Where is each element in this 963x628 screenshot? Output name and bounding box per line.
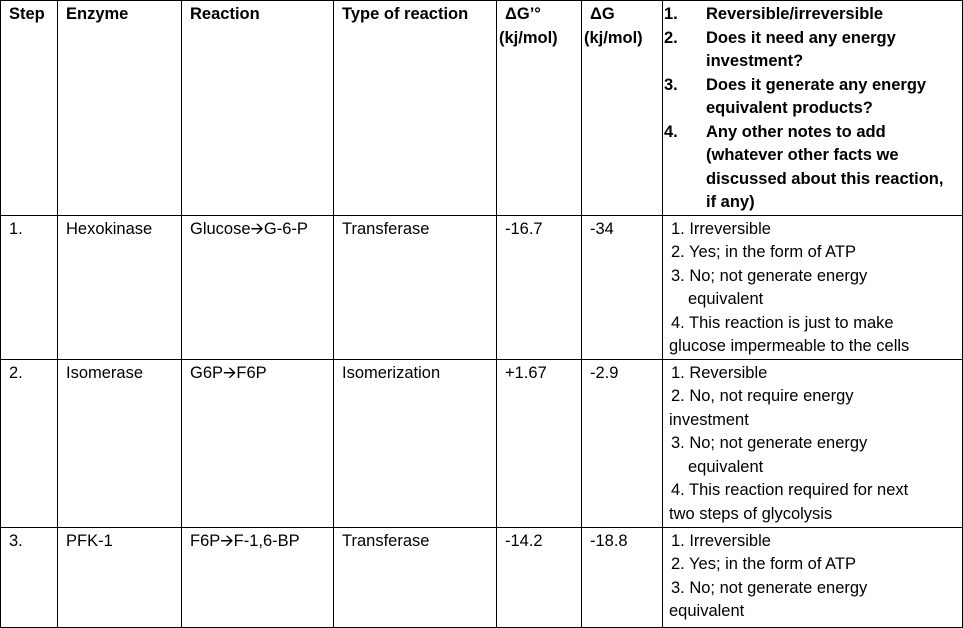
- header-step: Step: [1, 1, 58, 216]
- cell-dg0: -16.7: [497, 215, 582, 359]
- cell-type: Transferase: [334, 215, 497, 359]
- note-line: 2. No, not require energy: [671, 387, 854, 405]
- note-line: equivalent: [688, 457, 764, 476]
- question-number: 3.: [664, 75, 678, 94]
- cell-dg: -2.9: [582, 359, 663, 527]
- table-row: [1, 527, 963, 627]
- note-line: 1. Irreversible: [671, 531, 771, 550]
- cell-notes: [663, 359, 963, 527]
- question-number: 4.: [664, 122, 678, 141]
- note-line: 2. Yes; in the form of ATP: [671, 555, 856, 573]
- note-line: 1. Irreversible: [671, 219, 771, 238]
- note-line: 3. No; not generate energy: [671, 434, 868, 452]
- question-item: [664, 121, 956, 215]
- note-line: 4. This reaction required for next: [671, 481, 909, 499]
- cell-enzyme: Hexokinase: [58, 215, 182, 359]
- question-text: Does it generate any energy equivalent products?: [706, 75, 927, 117]
- cell-step: 3.: [1, 527, 58, 627]
- header-questions: [663, 1, 963, 216]
- cell-dg: -18.8: [582, 527, 663, 627]
- table-row: [1, 359, 963, 527]
- cell-type: Transferase: [334, 527, 497, 627]
- note-line: two steps of glycolysis: [669, 504, 833, 523]
- cell-dg0: +1.67: [497, 359, 582, 527]
- cell-enzyme: PFK-1: [58, 527, 182, 627]
- cell-reaction: G6P🡪F6P: [182, 359, 334, 527]
- question-number: 2.: [664, 28, 678, 47]
- cell-notes: [663, 215, 963, 359]
- header-dg: [582, 1, 663, 216]
- header-dg0-symbol: ΔG’°: [505, 5, 541, 23]
- note-line: 4. This reaction is just to make: [671, 313, 894, 332]
- question-item: [664, 74, 956, 121]
- note-line: equivalent: [688, 290, 764, 308]
- header-dg0-unit: (kj/mol): [499, 28, 558, 47]
- question-item: [664, 3, 956, 27]
- header-dg-symbol: ΔG: [590, 5, 615, 23]
- note-line: 1. Reversible: [671, 363, 768, 382]
- note-line: glucose impermeable to the cells: [669, 337, 910, 355]
- question-text: Reversible/irreversible: [706, 5, 884, 23]
- note-line: investment: [669, 410, 749, 429]
- cell-enzyme: Isomerase: [58, 359, 182, 527]
- note-line: 2. Yes; in the form of ATP: [671, 243, 856, 261]
- questions-list: [664, 3, 956, 215]
- cell-step: 2.: [1, 359, 58, 527]
- question-text: Any other notes to add (whatever other facts we discussed about this reaction, if any): [706, 122, 944, 211]
- note-line: 3. No; not generate energy: [671, 578, 868, 597]
- header-enzyme: Enzyme: [58, 1, 182, 216]
- question-text: Does it need any energy investment?: [706, 28, 896, 70]
- cell-reaction: Glucose🡪G-6-P: [182, 215, 334, 359]
- header-dg-unit: (kj/mol): [584, 28, 643, 47]
- question-item: [664, 27, 956, 74]
- cell-notes: [663, 527, 963, 627]
- header-type: Type of reaction: [334, 1, 497, 216]
- note-line: 3. No; not generate energy: [671, 266, 868, 285]
- note-line: equivalent: [669, 602, 745, 620]
- cell-dg: -34: [582, 215, 663, 359]
- cell-dg0: -14.2: [497, 527, 582, 627]
- header-reaction: Reaction: [182, 1, 334, 216]
- cell-reaction: F6P🡪F-1,6-BP: [182, 527, 334, 627]
- header-dg0: [497, 1, 582, 216]
- cell-step: 1.: [1, 215, 58, 359]
- table-row: [1, 215, 963, 359]
- header-row: [1, 1, 963, 216]
- question-number: 1.: [664, 5, 678, 23]
- cell-type: Isomerization: [334, 359, 497, 527]
